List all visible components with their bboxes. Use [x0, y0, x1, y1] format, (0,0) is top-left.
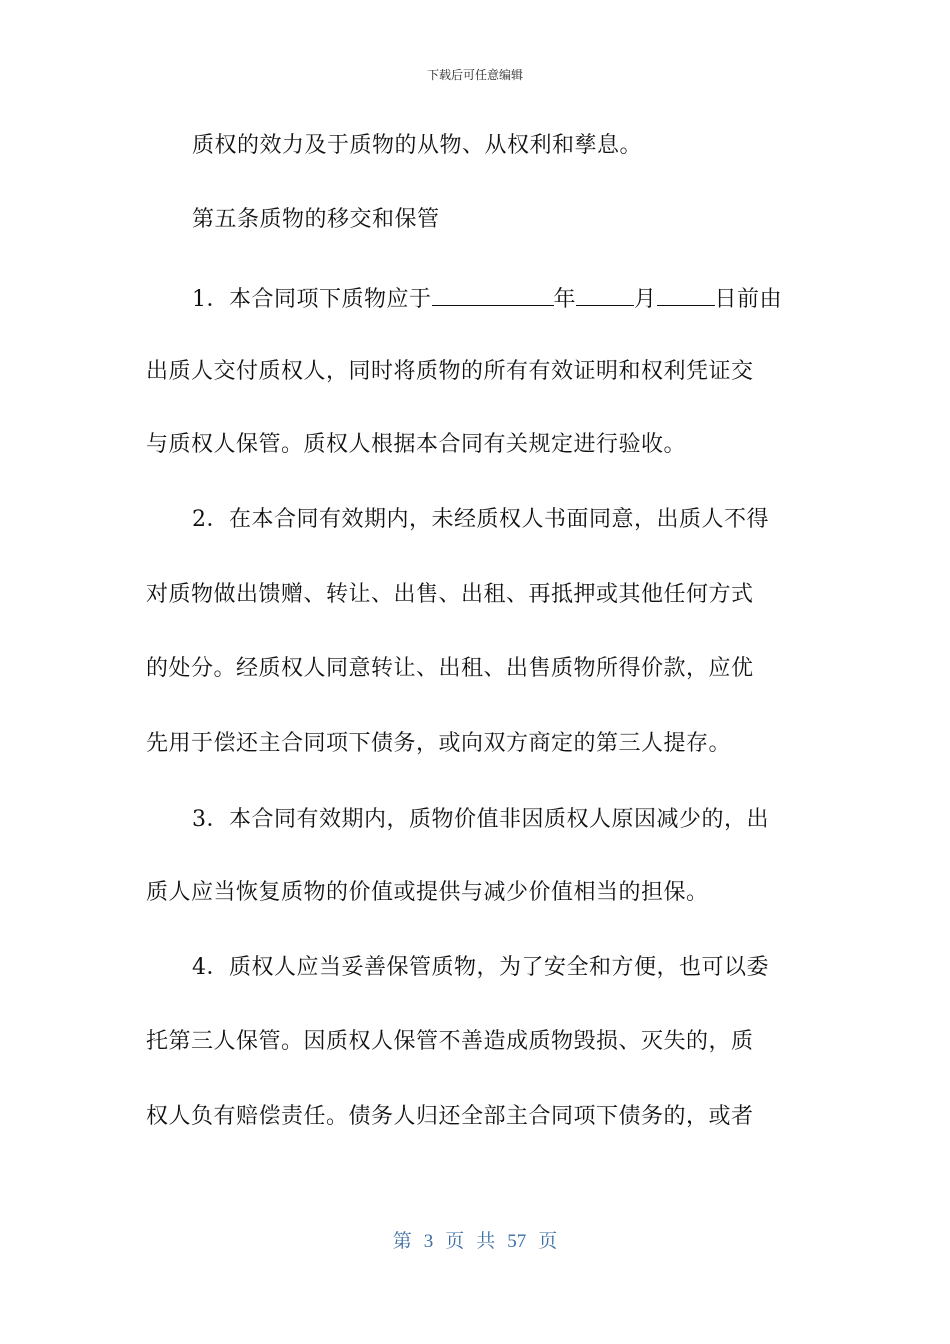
paragraph-line-12: 4．质权人应当妥善保管质物，为了安全和方便，也可以委	[192, 955, 769, 980]
delivery-clause-prefix: 1．本合同项下质物应于	[192, 287, 432, 312]
footer-label-di: 第	[392, 1231, 412, 1252]
paragraph-line-14: 权人负有赔偿责任。债务人归还全部主合同项下债务的，或者	[146, 1104, 754, 1129]
paragraph-line-7: 对质物做出馈赠、转让、出售、出租、再抵押或其他任何方式	[146, 582, 754, 607]
paragraph-line-11: 质人应当恢复质物的价值或提供与减少价值相当的担保。	[146, 880, 709, 905]
page-header: 下载后可任意编辑	[426, 68, 523, 82]
year-blank-field	[432, 283, 554, 306]
paragraph-line-9: 先用于偿还主合同项下债务，或向双方商定的第三人提存。	[146, 731, 732, 756]
page-number-footer	[0, 1226, 950, 1253]
paragraph-line-13: 托第三人保管。因质权人保管不善造成质物毁损、灭失的，质	[146, 1029, 754, 1054]
year-label: 年	[553, 287, 577, 312]
paragraph-line-8: 的处分。经质权人同意转让、出租、出售质物所得价款，应优	[146, 656, 754, 681]
footer-label-ye: 页	[445, 1231, 465, 1252]
paragraph-line-4: 出质人交付质权人，同时将质物的所有有效证明和权利凭证交	[146, 359, 754, 384]
article-heading: 第五条质物的移交和保管	[192, 207, 440, 232]
total-pages-number: 57	[507, 1231, 527, 1252]
month-label: 月	[634, 287, 657, 312]
paragraph-line-6: 2．在本合同有效期内，未经质权人书面同意，出质人不得	[192, 507, 769, 532]
day-blank-field	[657, 283, 715, 306]
footer-label-ye-total: 页	[538, 1231, 558, 1252]
day-label: 日前由	[714, 287, 783, 312]
footer-label-gong: 共	[476, 1231, 496, 1252]
paragraph-line-1: 质权的效力及于质物的从物、从权利和孳息。	[192, 133, 643, 158]
current-page-number: 3	[423, 1231, 434, 1252]
paragraph-line-10: 3．本合同有效期内，质物价值非因质权人原因减少的，出	[192, 807, 769, 832]
paragraph-line-3	[192, 283, 852, 315]
paragraph-line-5: 与质权人保管。质权人根据本合同有关规定进行验收。	[146, 432, 687, 457]
month-blank-field	[576, 283, 634, 306]
